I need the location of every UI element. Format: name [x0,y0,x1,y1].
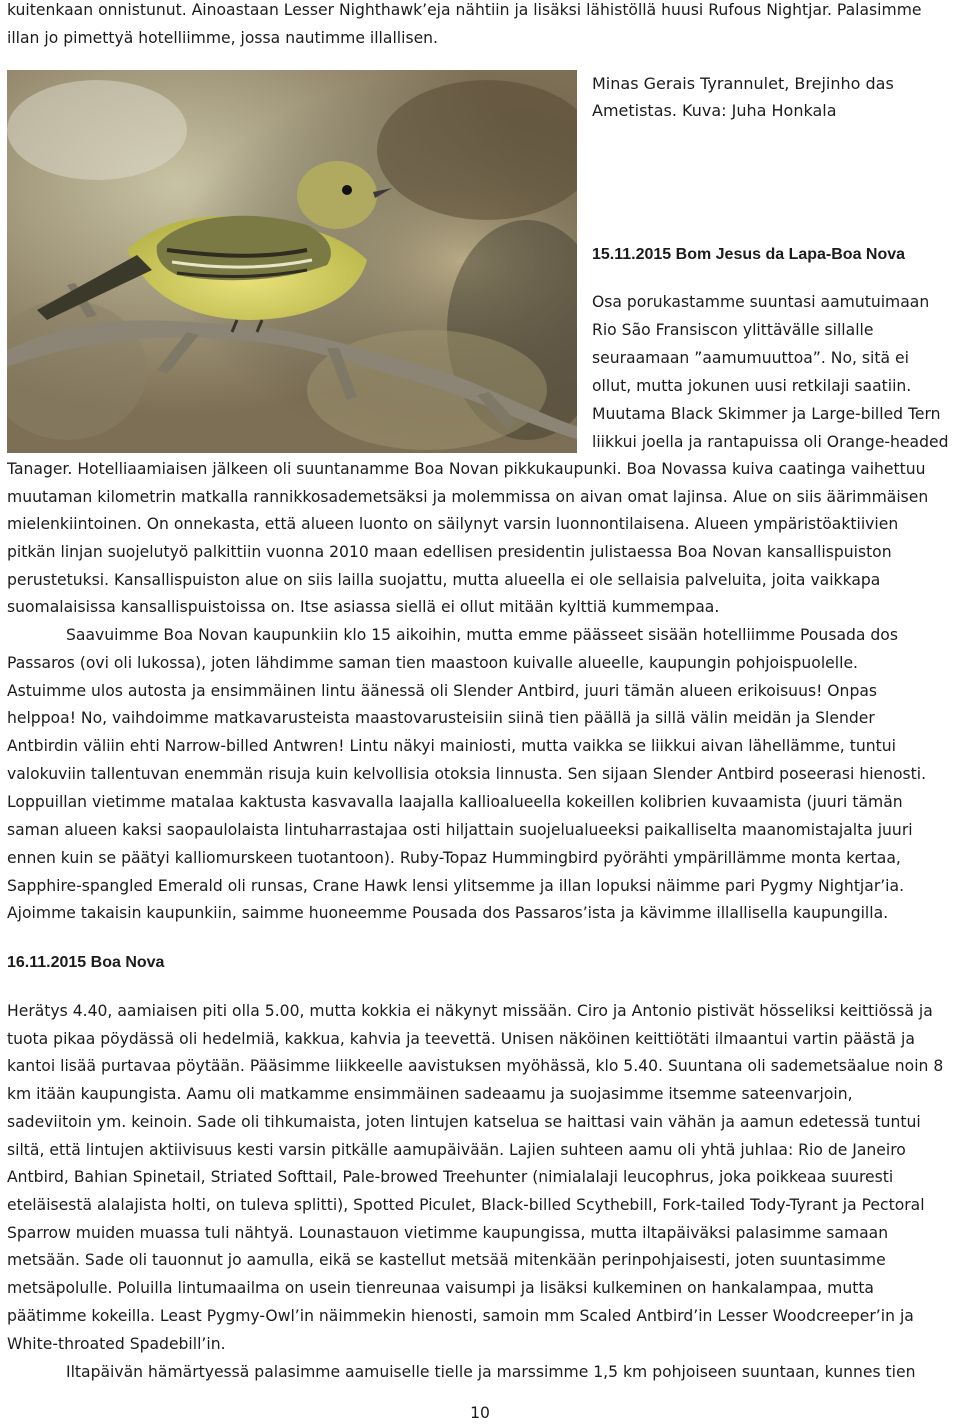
section-heading: 16.11.2015 Boa Nova [7,954,165,971]
text-line: Sparrow muiden muassa tuli nähtyä. Lounastauon vietimme kaupungissa, mutta iltapäiväksi palasimme samaan [7,1224,889,1242]
photo-caption-line: Minas Gerais Tyrannulet, Brejinho das [592,74,894,93]
page-number: 10 [470,1404,490,1422]
text-line: perustetuksi. Kansallispuiston alue on siis lailla suojattu, mutta alueella ei ole sellaisia palveluita, joita vaikkapa [7,571,881,589]
bird-photo [7,70,577,453]
photo-caption-line: Ametistas. Kuva: Juha Honkala [592,101,837,120]
text-line: kuitenkaan onnistunut. Ainoastaan Lesser Nighthawk’eja nähtiin ja lisäksi lähistöllä huusi Rufous Nightjar. Palasimme [7,1,922,19]
text-line: Sapphire-spangled Emerald oli runsas, Crane Hawk lensi ylitsemme ja illan lopuksi näimme pari Pygmy Nightjar’ia. [7,877,905,895]
text-line: White-throated Spadebill’in. [7,1335,226,1353]
text-line: illan jo pimettyä hotelliimme, jossa nautimme illallisen. [7,29,438,47]
text-line: valokuviin tallentuvan enemmän risuja kuin kelvollisia otoksia linnusta. Sen sijaan Slender Antbird poseerasi hienosti. [7,765,927,783]
text-line: Passaros (ovi oli lukossa), joten lähdimme saman tien maastoon kuivalle alueelle, kaupungin pohjoispuolelle. [7,654,858,672]
text-line: suomalaisissa kansallispuistoissa on. Itse asiassa siellä ei ollut mitään kylttiä kummempaa. [7,598,720,616]
text-line: pitkän linjan suojelutyö palkittiin vuonna 2010 maan edellisen presidentin julistaessa Boa Novan kansallispuiston [7,543,892,561]
section-heading: 15.11.2015 Bom Jesus da Lapa-Boa Nova [592,246,906,263]
text-line: päätimme kokeilla. Least Pygmy-Owl’in näimmekin hienosti, samoin mm Scaled Antbird’in Lesser Woodcreeper’in ja [7,1307,914,1325]
text-line: ennen kuin se päätyi kalliomurskeen tuotantoon). Ruby-Topaz Hummingbird pyörähti ympärillämme monta kertaa, [7,849,901,867]
text-line: Muutama Black Skimmer ja Large-billed Tern [592,405,941,423]
text-line: kantoi lisää purtavaa pöytään. Pääsimme liikkeelle aavistuksen myöhässä, klo 5.40. Suuntana oli sademetsäalue noin 8 [7,1057,944,1075]
text-line: Herätys 4.40, aamiaisen piti olla 5.00, mutta kokkia ei näkynyt missään. Ciro ja Antonio pistivät hösseliksi keittiössä ja [7,1002,933,1020]
text-line: metsäpolulle. Poluilla lintumaailma on usein tienreunaa vaisumpi ja lisäksi kulkeminen on hankalampaa, mutta [7,1279,874,1297]
text-line: Ajoimme takaisin kaupunkiin, saimme huoneemme Pousada dos Passaros’ista ja kävimme illallisella kaupungilla. [7,904,889,922]
text-line: Rio São Fransiscon ylittävälle sillalle [592,321,874,339]
text-line: km itään kaupungista. Aamu oli matkamme ensimmäinen sadeaamu ja suojasimme itsemme sateenvarjoin, [7,1085,853,1103]
text-line: Saavuimme Boa Novan kaupunkiin klo 15 aikoihin, mutta emme päässeet sisään hotelliimme Pousada dos [66,626,898,644]
bird-on-branch-image [7,70,577,453]
text-line: mielenkiintoinen. On onnekasta, että alueen luonto on säilynyt varsin luonnontilaisena. Alueen ympäristöaktiivien [7,515,899,533]
text-line: metsään. Sade oli tauonnut jo aamulla, eikä se kastellut metsää mitenkään perinpohjaisesti, joten suuntasimme [7,1251,886,1269]
text-line: eteläisestä alalajista holti, on tuleva splitti), Spotted Piculet, Black-billed Scythebill, Fork-tailed Tody-Tyrant ja Pectoral [7,1196,925,1214]
text-line: Loppuillan vietimme matalaa kaktusta kasvavalla laajalla kallioalueella kokeillen kolibrien kuvaamista (juuri tämän [7,793,903,811]
text-line: helppoa! No, vaihdoimme matkavarusteista maastovarusteisiin siinä tien päällä ja sillä välin meidän ja Slender [7,709,875,727]
text-line: Antbird, Bahian Spinetail, Striated Softtail, Pale-browed Treehunter (nimialalaji leucophrus, joka poikkeaa suuresti [7,1168,894,1186]
text-line: muutaman kilometrin matkalla rannikkosademetsäksi ja molemmissa on aivan omat lajinsa. Alue on siis äärimmäisen [7,488,929,506]
text-line: siltä, että lintujen aktiivisuus kesti varsin pitkälle aamupäivään. Lajien suhteen aamu oli yhtä juhlaa: Rio de Janeiro [7,1141,906,1159]
text-line: Antbirdin väliin ehti Narrow-billed Antwren! Lintu näkyi mainiosti, mutta vaikka se liikkui aivan lähellämme, tuntui [7,737,896,755]
text-line: seuraamaan ”aamumuuttoa”. No, sitä ei [592,349,909,367]
text-line: ollut, mutta jokunen uusi retkilaji saatiin. [592,377,912,395]
text-line: Tanager. Hotelliaamiaisen jälkeen oli suuntanamme Boa Novan pikkukaupunki. Boa Novassa kuiva caatinga vaihettuu [7,460,926,478]
text-line: Iltapäivän hämärtyessä palasimme aamuiselle tielle ja marssimme 1,5 km pohjoiseen suuntaan, kunnes tien [66,1363,916,1381]
text-line: Astuimme ulos autosta ja ensimmäinen lintu äänessä oli Slender Antbird, juuri tämän alueen erikoisuus! Onpas [7,682,878,700]
text-line: Osa porukastamme suuntasi aamutuimaan [592,293,930,311]
text-line: saman alueen kaksi saopaulolaista lintuharrastajaa osti hiljattain suojelualueeksi paikalliselta maanomistajalta juuri [7,821,913,839]
text-line: tuota pikaa pöydässä oli hedelmiä, kakkua, kahvia ja teevettä. Unisen näköinen keittiötäti ilmaantui vartin päästä ja [7,1030,915,1048]
text-line: liikkui joella ja rantapuissa oli Orange-headed [592,433,949,451]
text-line: sadeviitoin ym. keinoin. Sade oli tihkumaista, joten lintujen katselua se haittasi vain vähän ja aamun edetessä tuntui [7,1113,921,1131]
